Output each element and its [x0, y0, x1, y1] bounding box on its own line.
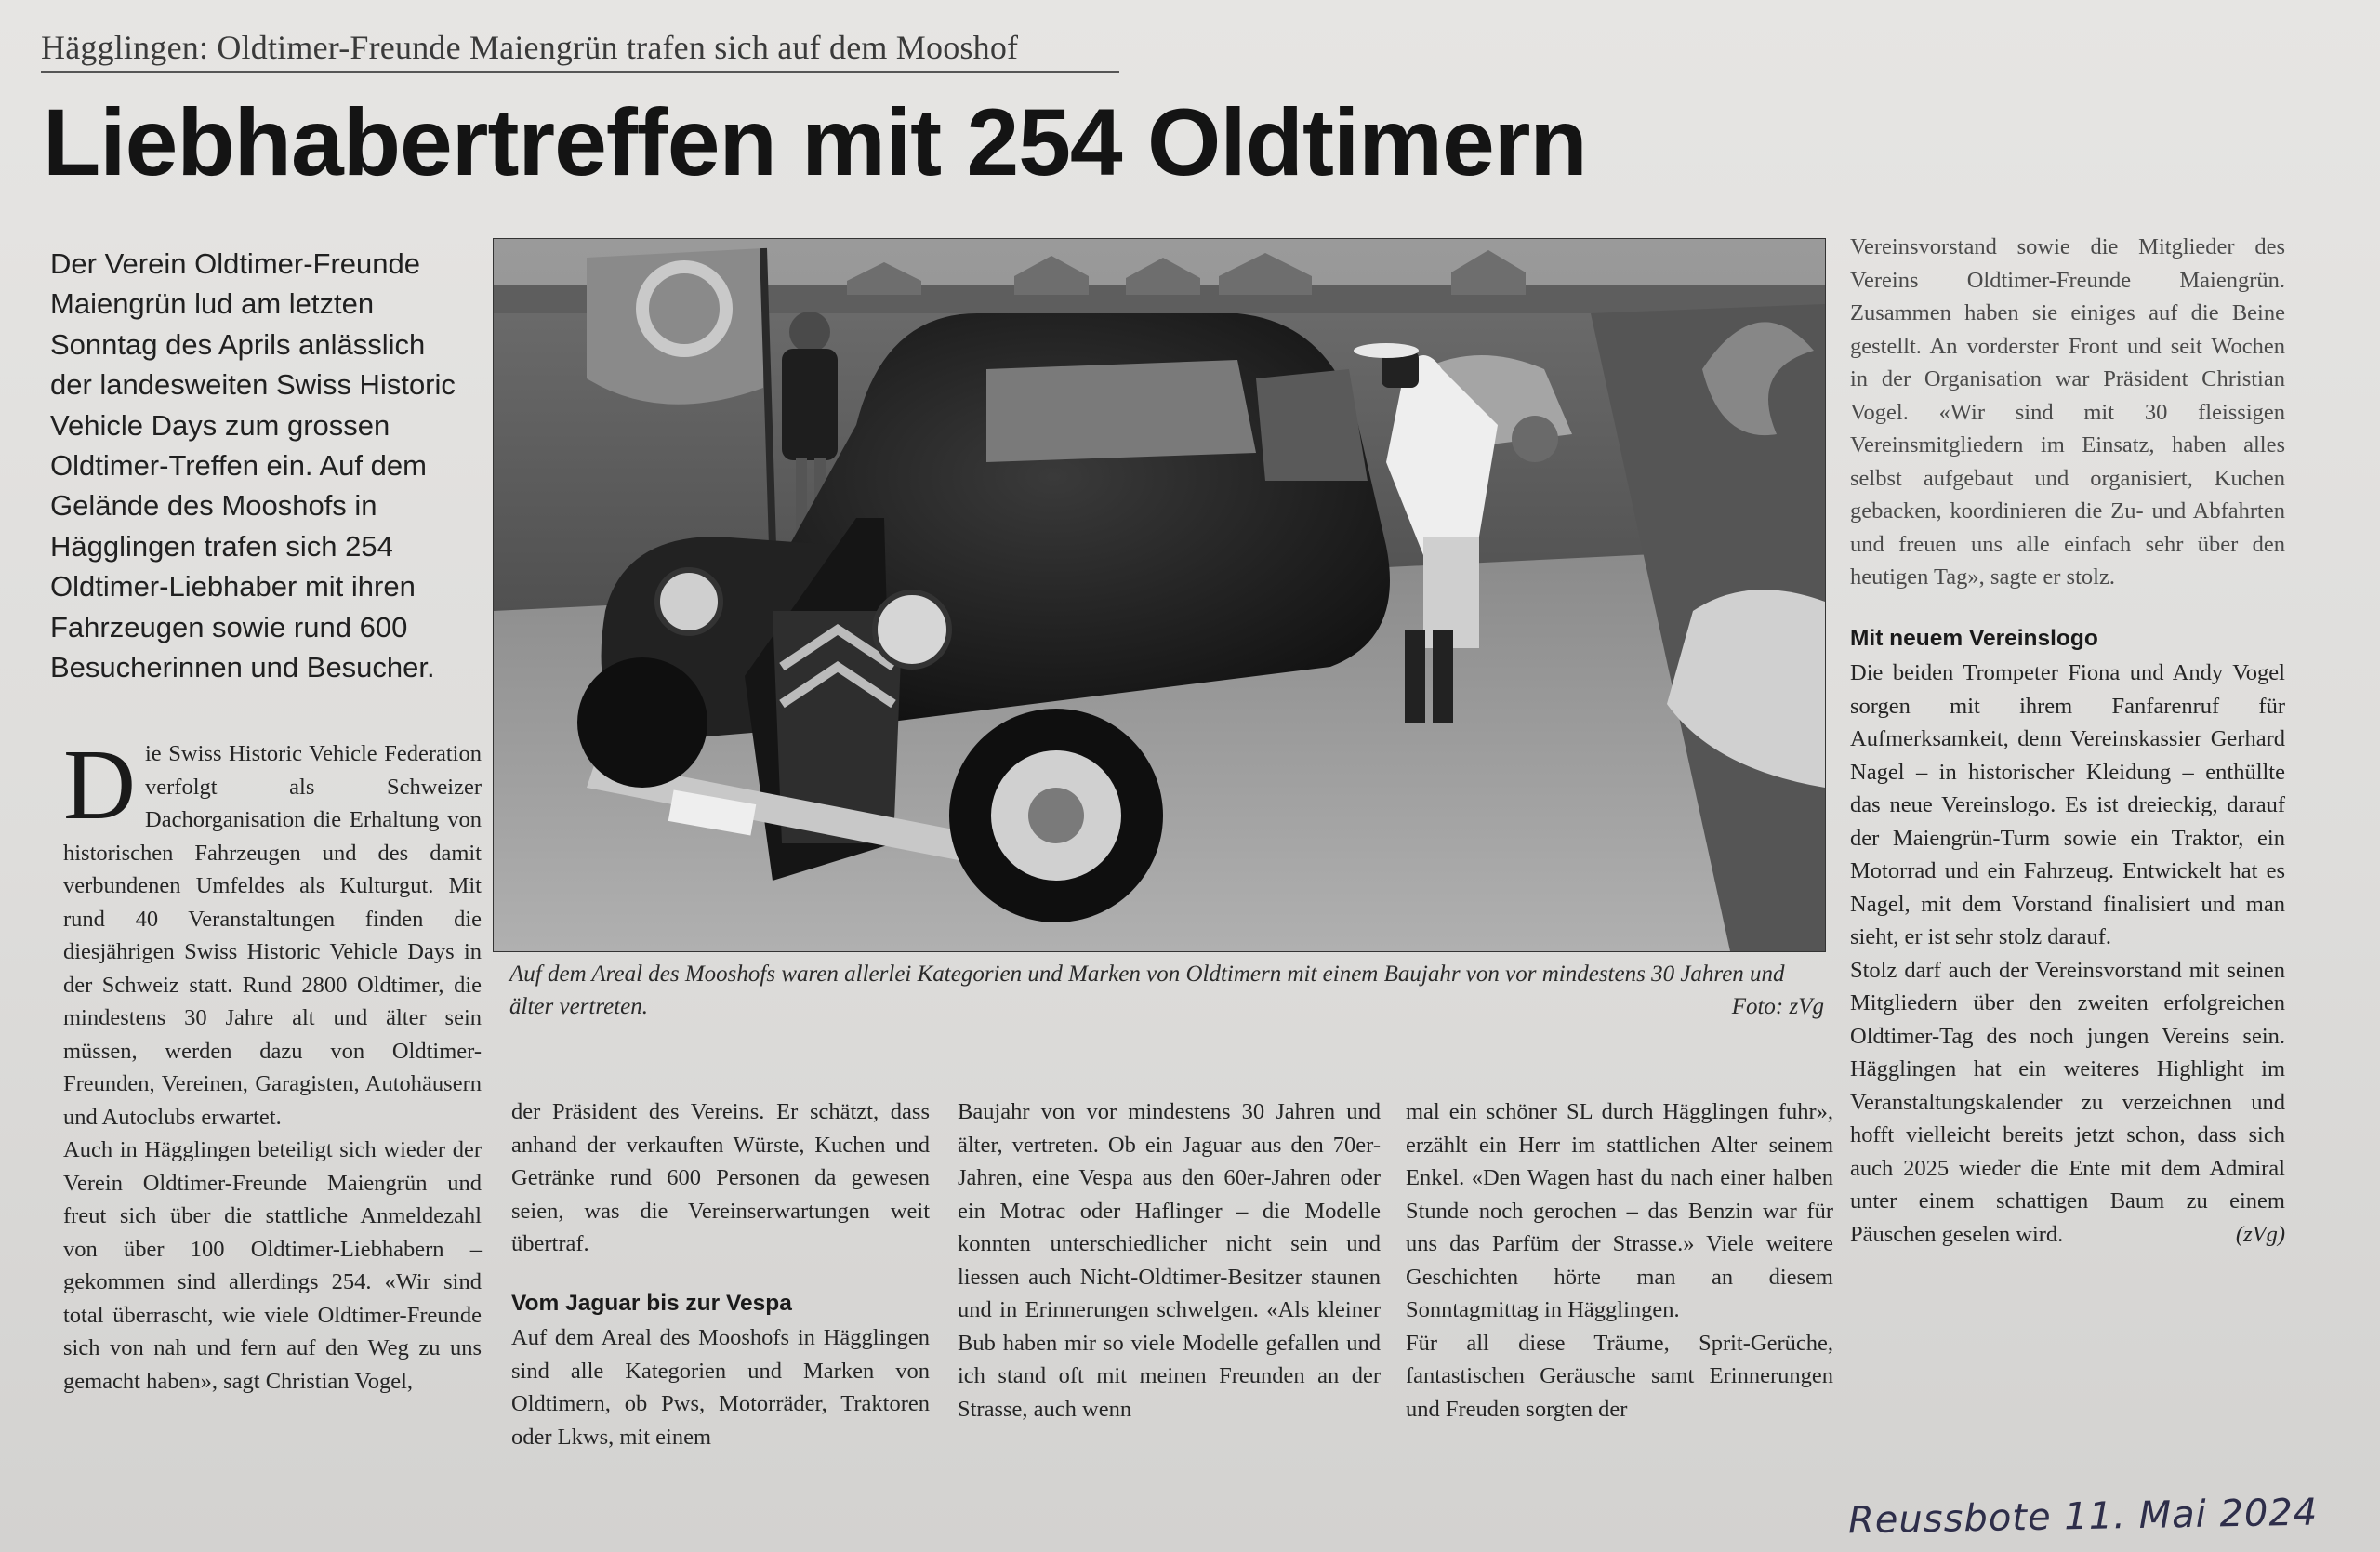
text-column-1 [63, 730, 482, 1398]
paragraph-9: Die beiden Trompeter Fiona und Andy Vogel sorgen mit ihrem Fanfarenruf für Aufmerksamkeit, denn Vereinskassier Gerhard Nagel – in historischer Kleidung – enthüllte das neue Vereinslogo. Es ist dreieckig, darauf der Maiengrün-Turm sowie ein Traktor, ein Motorrad und ein Fahrzeug. Entwickelt hat es Nagel, mit dem Vorstand finalisiert und man sieht, er ist sehr stolz darauf. [1850, 660, 2285, 949]
article-photo [493, 238, 1826, 952]
paragraph-3: der Präsident des Vereins. Er schätzt, dass anhand der verkauften Würste, Kuchen und Getränke rund 600 Personen da gewesen seien, was die Vereinserwartungen weit übertraf. [511, 1099, 930, 1256]
article-kicker: Hägglingen: Oldtimer-Freunde Maiengrün trafen sich auf dem Mooshof [41, 28, 1119, 73]
photo-credit: Foto: zVg [1731, 994, 1824, 1019]
article-headline: Liebhabertreffen mit 254 Oldtimern [43, 89, 1587, 195]
author-tag: (zVg) [2235, 1221, 2285, 1247]
paragraph-8: Vereinsvorstand sowie die Mitglieder des Vereins Oldtimer-Freunde Maiengrün. Zusammen haben sie einiges auf die Beine gestellt. An vorderster Front und seit Wochen in der Organisation war Präsident Christian Vogel. «Wir sind mit 30 fleissigen Vereinsmitgliedern im Einsatz, haben alles selbst aufgebaut und organisiert, Kuchen gebacken, koordinieren die Zu- und Abfahrten und freuen uns alle einfach sehr über den heutigen Tag», sagte er stolz. [1850, 234, 2285, 590]
paragraph-10: Stolz darf auch der Vereinsvorstand mit seinen Mitgliedern über den zweiten erfolgreichen Oldtimer-Tag des noch jungen Vereins sein. Hägglingen hat ein weiteres Highlight im Veranstaltungskalender zu verzeichnen und hofft vielleicht bereits jetzt schon, dass sich auch 2025 wieder die Ente mit dem Admiral unter einem schattigen Baum zu einem Päuschen geselen wird. (zVg) [1850, 954, 2285, 1252]
paragraph-7: Für all diese Träume, Sprit-Gerüche, fantastischen Geräusche samt Erinnerungen und Freuden sorgten der [1406, 1330, 1833, 1422]
caption-text: Auf dem Areal des Mooshofs waren allerlei Kategorien und Marken von Oldtimern mit einem Baujahr von vor mindestens 30 Jahren und älter vertreten. [509, 962, 1785, 1019]
paragraph-4: Auf dem Areal des Mooshofs in Hägglingen sind alle Kategorien und Marken von Oldtimern, ob Pws, Motorräder, Traktoren oder Lkws, mit einem [511, 1325, 930, 1450]
text-column-3 [958, 1095, 1381, 1426]
oldtimer-car-photo [494, 239, 1825, 951]
text-column-2 [511, 1095, 930, 1453]
paragraph-6: mal ein schöner SL durch Hägglingen fuhr», erzählt ein Herr im stattlichen Alter seinem Enkel. «Den Wagen hast du nach einer halben Stunde noch gerochen – das Benzin war für uns das Parfüm der Strasse.» Viele weitere Geschichten hörte man an diesem Sonntagmittag in Hägglingen. [1406, 1099, 1833, 1322]
paragraph-5: Baujahr von vor mindestens 30 Jahren und älter, vertreten. Ob ein Jaguar aus den 70er-Jahren, eine Vespa aus den 60er-Jahren oder ein Motrac oder Haflinger – die Modelle konnten unterschiedlicher nicht sein und liessen auch Nicht-Oldtimer-Besitzer staunen und in Erinnerungen schwelgen. «Als kleiner Bub haben mir so viele Modelle gefallen und ich stand oft mit meinen Freunden an der Strasse, auch wenn [958, 1099, 1381, 1422]
text-column-5 [1850, 231, 2285, 1251]
photo-caption [509, 958, 1824, 1023]
subheading-vom-jaguar: Vom Jaguar bis zur Vespa [511, 1290, 792, 1316]
paragraph-2: Auch in Hägglingen beteiligt sich wieder der Verein Oldtimer-Freunde Maiengrün und freut sich über die stattliche Anmeldezahl von über 100 Oldtimer-Liebhabern – gekommen sind allerdings 254. «Wir sind total überrascht, wie viele Oldtimer-Freunde sich von nah und fern auf den Weg zu uns gemacht haben», sagt Christian Vogel, [63, 1137, 482, 1394]
paragraph-1: Die Swiss Historic Vehicle Federation verfolgt als Schweizer Dachorganisation die Erhaltung von historischen Fahrzeugen und des damit verbundenen Umfeldes als Kulturgut. Mit rund 40 Veranstaltungen finden die diesjährigen Swiss Historic Vehicle Days in der Schweiz statt. Rund 2800 Oldtimer, die mindestens 30 Jahre alt und älter sein müssen, werden dazu von Oldtimer-Freunden, Vereinen, Garagisten, Autohäusern und Autoclubs erwartet. [63, 730, 482, 1130]
drop-cap: D [63, 730, 136, 841]
article-lead: Der Verein Oldtimer-Freunde Maiengrün lud am letzten Sonntag des Aprils anlässlich der landesweiten Swiss Historic Vehicle Days zum grossen Oldtimer-Treffen ein. Auf dem Gelände des Mooshofs in Hägglingen trafen sich 254 Oldtimer-Liebhaber mit ihren Fahrzeugen sowie rund 600 Besucherinnen und Besucher. [50, 247, 456, 684]
handwritten-source-note: Reussbote 11. Mai 2024 [1847, 1491, 2319, 1543]
text-column-4 [1406, 1095, 1833, 1426]
subheading-vereinslogo: Mit neuem Vereinslogo [1850, 625, 2098, 651]
